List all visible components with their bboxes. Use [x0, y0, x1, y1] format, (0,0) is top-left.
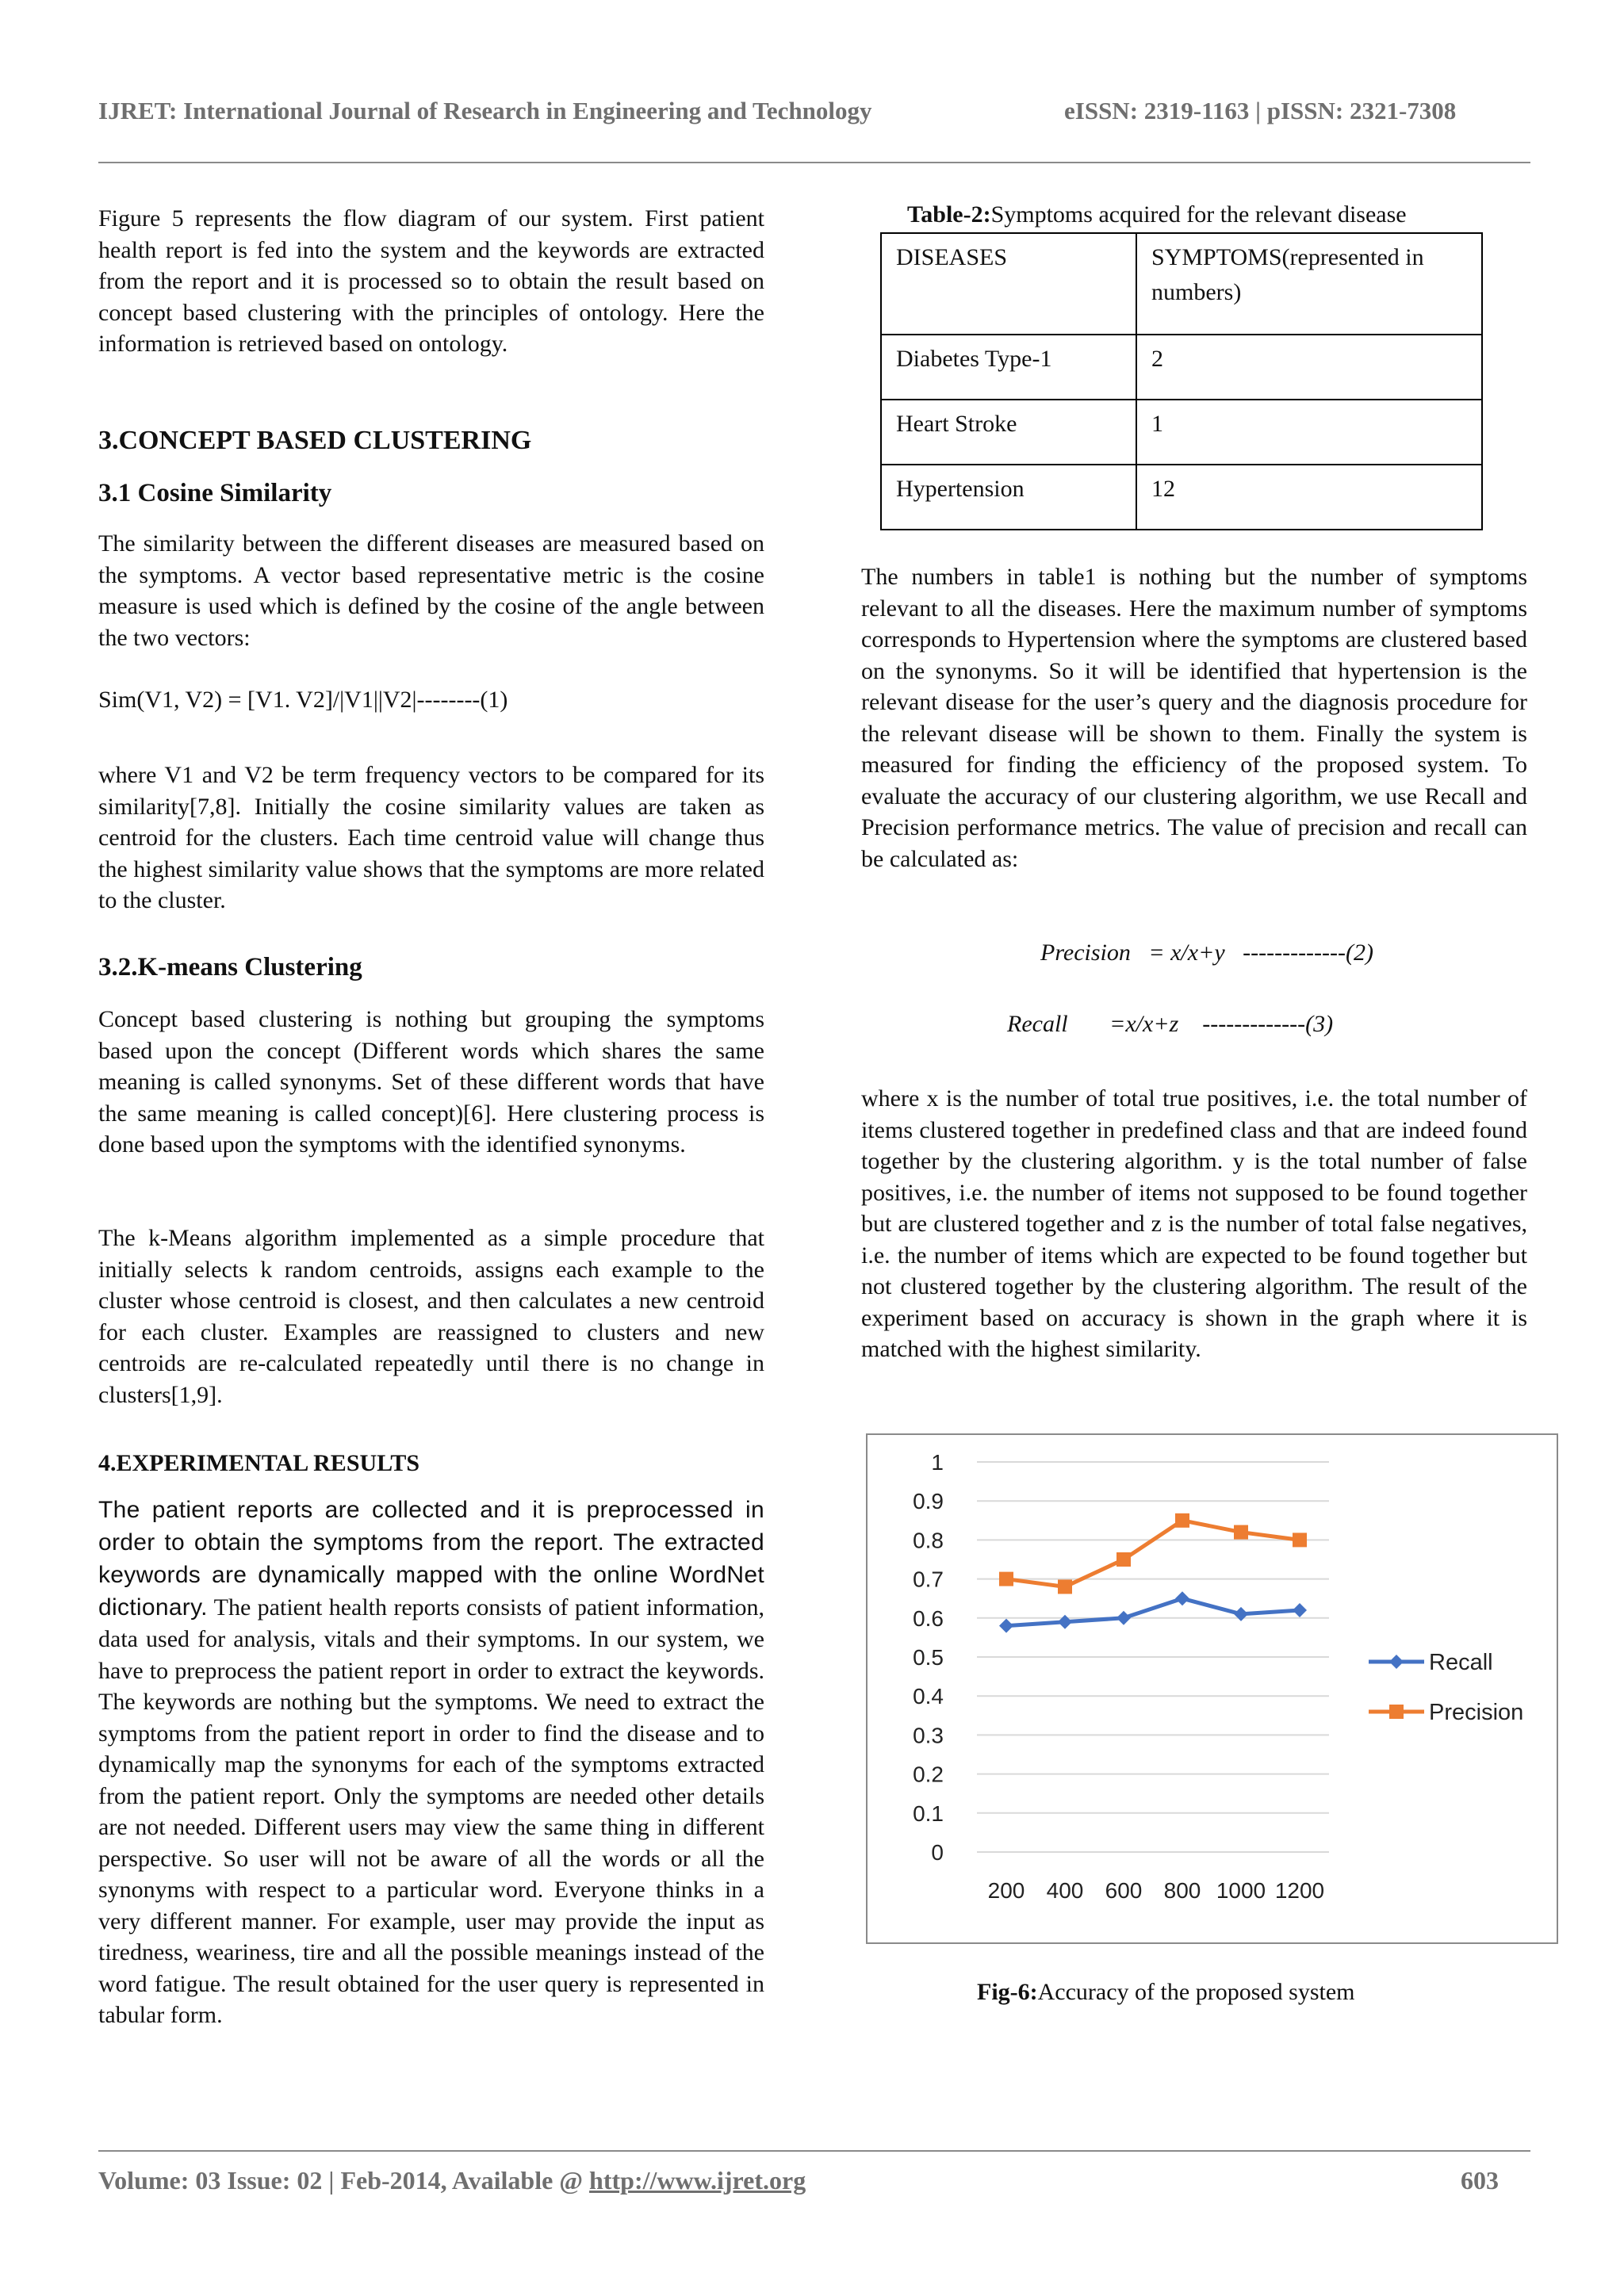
y-tick-label: 0.4 — [913, 1684, 944, 1709]
table-cell: Diabetes Type-1 — [881, 335, 1136, 400]
data-point-precision — [1234, 1525, 1248, 1540]
table-row — [881, 465, 1482, 530]
legend-label: Precision — [1429, 1700, 1524, 1725]
kmeans-paragraph-1: Concept based clustering is nothing but grouping the symptoms based upon the concept (Different words which shares the same meaning is called synonyms. Set of these different words that have the same meaning is called concept)[6]. Here clustering process is done based upon the symptoms with the identified synonyms. — [98, 1006, 764, 1158]
x-tick-label: 800 — [1163, 1878, 1201, 1903]
data-point-recall — [1234, 1607, 1248, 1621]
figure-caption-label: Fig-6: — [977, 1979, 1038, 2005]
section-4-heading: 4.EXPERIMENTAL RESULTS — [98, 1450, 420, 1476]
metrics-paragraph: where x is the number of total true positives, i.e. the total number of items clustered together in predefined class and that are indeed found together by the clustering algorithm. y is the total number of false positives, i.e. the number of items not supposed to be found together but are clustered together and z is the number of total false negatives, i.e. the number of items which are expected to be found together but not clustered together by the clustering algorithm. The result of the experiment based on accuracy is shown in the graph where it is matched with the highest similarity. — [861, 1085, 1527, 1362]
footer-rule — [98, 2150, 1530, 2152]
figure-caption — [977, 1979, 1355, 2006]
table-cell: Heart Stroke — [881, 400, 1136, 465]
data-point-recall — [1293, 1603, 1307, 1617]
table-cell: Hypertension — [881, 465, 1136, 530]
footer-link[interactable]: http://www.ijret.org — [589, 2166, 806, 2195]
legend-label: Recall — [1429, 1650, 1493, 1675]
section-3-heading: 3.CONCEPT BASED CLUSTERING — [98, 426, 532, 455]
table-cell: 12 — [1136, 465, 1482, 530]
running-header — [98, 97, 1526, 125]
header-rule — [98, 162, 1530, 163]
y-tick-label: 0.9 — [913, 1489, 944, 1514]
cosine-paragraph-2: where V1 and V2 be term frequency vectors to be compared for its similarity[7,8]. Initially the cosine similarity values are taken as centroid for the clusters. Each time centroid value will change thus the highest similarity value shows that the symptoms are more related to the cluster. — [98, 762, 764, 913]
series-line-recall — [1006, 1598, 1300, 1625]
table-row — [881, 335, 1482, 400]
section-3-2-heading: 3.2.K-means Clustering — [98, 953, 362, 982]
y-tick-label: 0.7 — [913, 1567, 944, 1592]
y-tick-label: 0.8 — [913, 1528, 944, 1553]
table-caption — [907, 201, 1407, 228]
equation-1-text: Sim(V1, V2) = [V1. V2]/|V1||V2|--------(1) — [98, 687, 508, 713]
table-discussion-paragraph: The numbers in table1 is nothing but the number of symptoms relevant to all the diseases. Here the maximum number of symptoms corresponds to Hypertension where the symptoms are clustered based on the synonyms. So it will be identified that hypertension is the relevant disease for the user’s query and the diagnosis procedure for the relevant disease will be shown to them. Finally the system is measured for finding the efficiency of the proposed system. To evaluate the accuracy of our clustering algorithm, we use Recall and Precision performance metrics. The value of precision and recall can be calculated as: — [861, 564, 1527, 872]
y-tick-label: 0.3 — [913, 1723, 944, 1748]
data-point-precision — [1058, 1579, 1072, 1594]
section-3-1-heading: 3.1 Cosine Similarity — [98, 479, 332, 507]
data-point-precision — [999, 1572, 1013, 1586]
y-tick-label: 0.2 — [913, 1762, 944, 1787]
y-tick-label: 0.6 — [913, 1605, 944, 1631]
table-cell: 1 — [1136, 400, 1482, 465]
x-tick-label: 1200 — [1274, 1878, 1325, 1903]
equation-2: Precision = x/x+y -------------(2) — [1040, 939, 1373, 966]
legend-marker-precision — [1389, 1705, 1404, 1719]
experimental-paragraph-serif: The patient health reports consists of patient information, data used for analysis, vitals and their symptoms. In our system, we have to preprocess the patient report in order to extract the keywords. The keywords are nothing but the symptoms. We need to extract the symptoms from the patient report in order to find the disease and to dynamically map the synonyms for each of the symptoms extracted from the patient report. Only the symptoms are needed other details are not needed. Different users may view the same thing in different perspective. So user will not be aware of all the words or all the synonyms with respect to a particular word. Everyone thinks in a very different manner. For example, user may provide the input as tiredness, weariness, tire and all the possible meanings instead of the word fatigue. The result obtained for the user query is represented in tabular form. — [98, 1594, 764, 2028]
table-caption-label: Table-2: — [907, 201, 991, 228]
running-footer — [98, 2166, 1526, 2195]
y-tick-label: 1 — [931, 1450, 944, 1475]
table-cell: 2 — [1136, 335, 1482, 400]
data-point-recall — [1058, 1615, 1072, 1629]
data-point-recall — [1116, 1611, 1131, 1625]
y-tick-label: 0.1 — [913, 1800, 944, 1826]
issn-numbers: eISSN: 2319-1163 | pISSN: 2321-7308 — [1064, 97, 1457, 124]
series-line-precision — [1006, 1521, 1300, 1587]
table-row — [881, 400, 1482, 465]
journal-title: IJRET: International Journal of Research in Engineering and Technology — [98, 97, 872, 124]
equation-3: Recall =x/x+z -------------(3) — [1007, 1011, 1334, 1037]
cosine-paragraph: The similarity between the different diseases are measured based on the symptoms. A vector based representative metric is the cosine measure is used which is defined by the cosine of the angle between the two vectors: — [98, 530, 764, 651]
footer-volume: Volume: 03 Issue: 02 | Feb-2014, Available @ — [98, 2166, 590, 2195]
accuracy-chart-svg — [868, 1435, 1557, 1942]
page-number: 603 — [1461, 2166, 1499, 2195]
x-tick-label: 200 — [987, 1878, 1025, 1903]
x-tick-label: 1000 — [1216, 1878, 1266, 1903]
data-point-recall — [1175, 1591, 1189, 1605]
experimental-paragraph — [98, 1494, 764, 2031]
kmeans-paragraph-2: The k-Means algorithm implemented as a simple procedure that initially selects k random centroids, assigns each example to the cluster whose centroid is closest, and then calculates a new centroid for each cluster. Examples are reassigned to clusters and new centroids are re-calculated repeatedly until there is no change in clusters[1,9]. — [98, 1225, 764, 1408]
y-tick-label: 0 — [931, 1840, 944, 1865]
table-header-cell: DISEASES — [881, 233, 1136, 335]
symptoms-table — [880, 232, 1483, 530]
figure-caption-text: Accuracy of the proposed system — [1037, 1979, 1355, 2005]
table-header-row — [881, 233, 1482, 335]
table-header-cell: SYMPTOMS(represented in numbers) — [1136, 233, 1482, 335]
x-tick-label: 600 — [1105, 1878, 1143, 1903]
intro-paragraph: Figure 5 represents the flow diagram of our system. First patient health report is fed into the system and the keywords are extracted from the report and it is processed so to obtain the result based on concept based clustering with the principles of ontology. Here the information is retrieved based on ontology. — [98, 205, 764, 357]
accuracy-chart — [866, 1433, 1558, 1944]
table-caption-text: Symptoms acquired for the relevant disease — [990, 201, 1407, 228]
data-point-precision — [1293, 1533, 1307, 1547]
data-point-precision — [1175, 1513, 1189, 1528]
y-tick-label: 0.5 — [913, 1645, 944, 1670]
data-point-recall — [999, 1619, 1013, 1633]
x-tick-label: 400 — [1046, 1878, 1084, 1903]
equation-1 — [98, 687, 508, 714]
legend-marker-recall — [1389, 1655, 1404, 1669]
experimental-paragraph-sans: The patient reports are collected and it is preprocessed in order to obtain the symptoms from the report. The extracted keywords are dynamically mapped with the online WordNet dictionary. — [98, 1497, 764, 1621]
data-point-precision — [1116, 1552, 1131, 1567]
